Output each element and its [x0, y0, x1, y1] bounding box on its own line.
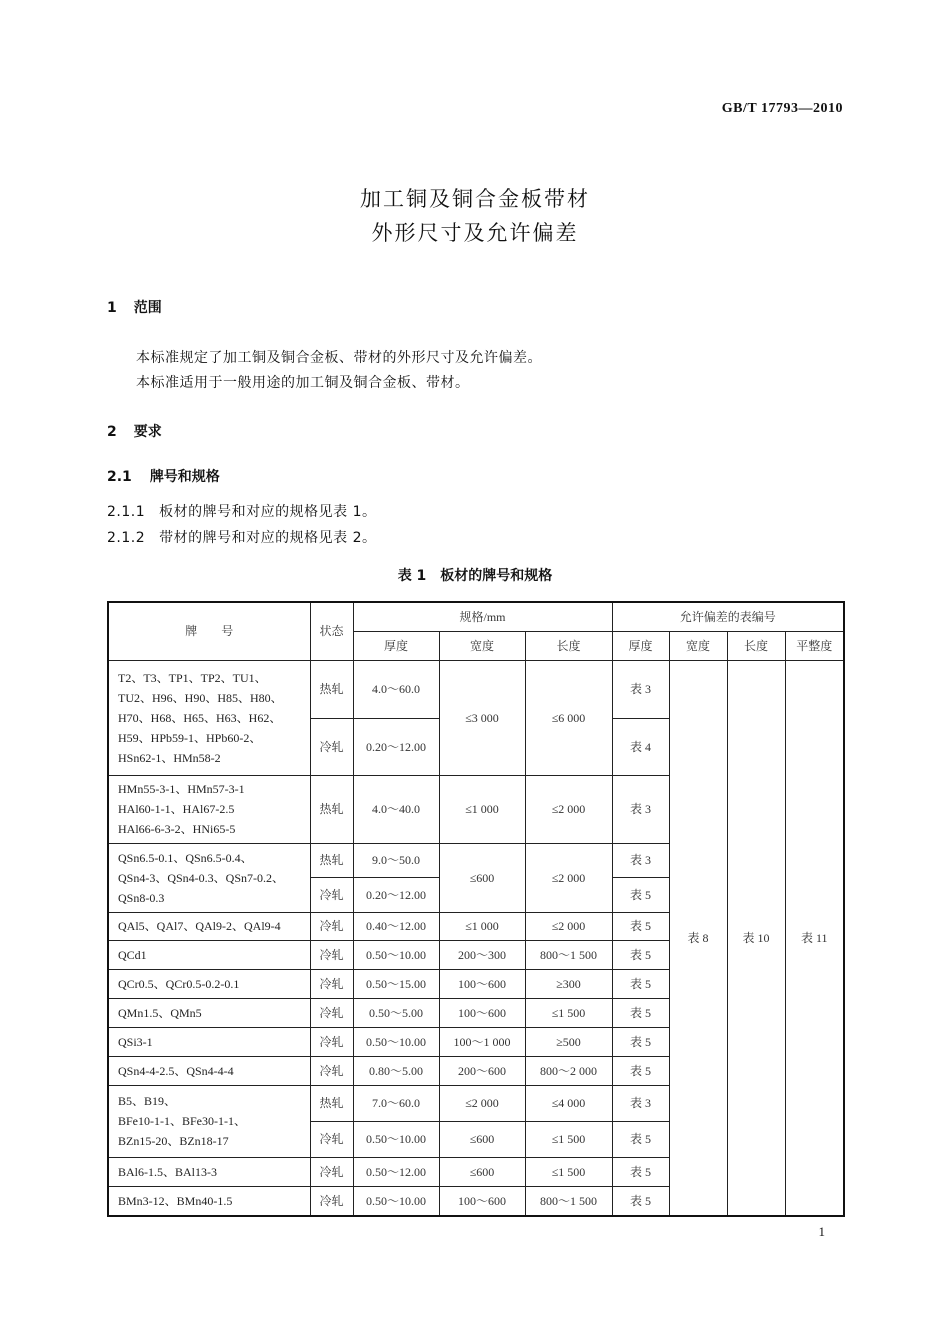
- width-cell: 100～600: [439, 998, 525, 1027]
- state-cell: 冷轧: [310, 969, 353, 998]
- grade-line: HSn62-1、HMn58-2: [118, 750, 221, 765]
- header-tol-length: 长度: [727, 631, 785, 660]
- grade-line: H70、H68、H65、H63、H62、: [118, 710, 282, 725]
- grade-line: QSn8-0.3: [118, 890, 165, 905]
- paragraph: 本标准规定了加工铜及铜合金板、带材的外形尺寸及允许偏差。: [136, 350, 542, 366]
- tol-thickness-cell: 表 5: [612, 1121, 669, 1157]
- length-cell: 800～2 000: [525, 1056, 612, 1085]
- section-2-heading: [107, 421, 162, 441]
- table-row: [108, 660, 844, 718]
- grade-cell: [108, 1085, 310, 1157]
- thickness-cell: 0.40～12.00: [353, 912, 439, 940]
- header-state: 状态: [310, 602, 353, 660]
- section-title: 范围: [133, 300, 162, 316]
- tol-thickness-cell: 表 5: [612, 1157, 669, 1186]
- length-cell: ≤2 000: [525, 843, 612, 912]
- grade-cell: [108, 1186, 310, 1216]
- grade-line: BFe10-1-1、BFe30-1-1、: [118, 1114, 246, 1128]
- header-spec: 规格/mm: [353, 602, 612, 631]
- paragraph: 本标准适用于一般用途的加工铜及铜合金板、带材。: [136, 375, 470, 391]
- tol-flatness-cell: 表 11: [785, 660, 844, 1216]
- grade-cell: [108, 912, 310, 940]
- thickness-cell: 0.20～12.00: [353, 718, 439, 775]
- thickness-cell: 0.50～5.00: [353, 998, 439, 1027]
- thickness-cell: 0.50～12.00: [353, 1157, 439, 1186]
- state-cell: 冷轧: [310, 877, 353, 912]
- grade-line: QSn4-4-2.5、QSn4-4-4: [118, 1063, 234, 1078]
- clause-2-1-2: [107, 527, 376, 547]
- tol-thickness-cell: 表 4: [612, 718, 669, 775]
- thickness-cell: 0.50～10.00: [353, 1027, 439, 1056]
- grade-line: BAl6-1.5、BAl13-3: [118, 1164, 218, 1179]
- thickness-cell: 0.20～12.00: [353, 877, 439, 912]
- state-cell: 冷轧: [310, 912, 353, 940]
- grade-line: T2、T3、TP1、TP2、TU1、: [118, 670, 267, 685]
- grade-line: HAl60-1-1、HAl67-2.5: [118, 802, 235, 816]
- tol-thickness-cell: 表 5: [612, 998, 669, 1027]
- state-cell: 热轧: [310, 843, 353, 877]
- header-length: 长度: [525, 631, 612, 660]
- state-cell: 冷轧: [310, 1027, 353, 1056]
- length-cell: 800～1 500: [525, 1186, 612, 1216]
- length-cell: ≤1 500: [525, 998, 612, 1027]
- header-grade: 牌 号: [108, 602, 310, 660]
- tol-thickness-cell: 表 5: [612, 912, 669, 940]
- section-number: 1: [107, 300, 117, 316]
- grade-cell: [108, 1157, 310, 1186]
- thickness-cell: 7.0～60.0: [353, 1085, 439, 1121]
- width-cell: ≤600: [439, 1121, 525, 1157]
- grade-cell: [108, 1027, 310, 1056]
- state-cell: 冷轧: [310, 998, 353, 1027]
- section-title: 要求: [133, 424, 162, 440]
- width-cell: 100～1 000: [439, 1027, 525, 1056]
- tol-thickness-cell: 表 3: [612, 843, 669, 877]
- width-cell: 200～600: [439, 1056, 525, 1085]
- grade-cell: [108, 1056, 310, 1085]
- clause-number: 2.1.1: [107, 504, 146, 520]
- state-cell: 冷轧: [310, 1157, 353, 1186]
- length-cell: 800～1 500: [525, 940, 612, 969]
- thickness-cell: 0.50～10.00: [353, 940, 439, 969]
- length-cell: ≤4 000: [525, 1085, 612, 1121]
- width-cell: ≤3 000: [439, 660, 525, 775]
- clause-text: 带材的牌号和对应的规格见表 2。: [159, 530, 377, 546]
- grade-line: QSn6.5-0.1、QSn6.5-0.4、: [118, 850, 253, 865]
- state-cell: 冷轧: [310, 718, 353, 775]
- length-cell: ≤2 000: [525, 912, 612, 940]
- clause-text: 板材的牌号和对应的规格见表 1。: [159, 504, 377, 520]
- grade-cell: [108, 843, 310, 912]
- grade-line: HMn55-3-1、HMn57-3-1: [118, 782, 245, 796]
- width-cell: 100～600: [439, 969, 525, 998]
- tol-thickness-cell: 表 3: [612, 775, 669, 843]
- grade-cell: [108, 969, 310, 998]
- state-cell: 冷轧: [310, 940, 353, 969]
- tol-thickness-cell: 表 3: [612, 1085, 669, 1121]
- grade-line: H59、HPb59-1、HPb60-2、: [118, 730, 262, 745]
- width-cell: ≤600: [439, 843, 525, 912]
- length-cell: ≤1 500: [525, 1157, 612, 1186]
- width-cell: 200～300: [439, 940, 525, 969]
- section-2-1-heading: [107, 466, 220, 486]
- thickness-cell: 4.0～40.0: [353, 775, 439, 843]
- grade-line: QAl5、QAl7、QAl9-2、QAl9-4: [118, 919, 281, 933]
- page-number: 1: [818, 1224, 825, 1239]
- state-cell: 热轧: [310, 1085, 353, 1121]
- width-cell: ≤2 000: [439, 1085, 525, 1121]
- section-number: 2.1: [107, 469, 132, 485]
- length-cell: ≥300: [525, 969, 612, 998]
- header-tol-thickness: 厚度: [612, 631, 669, 660]
- section-title: 牌号和规格: [149, 469, 220, 485]
- grade-line: B5、B19、: [118, 1094, 177, 1108]
- grade-line: QCr0.5、QCr0.5-0.2-0.1: [118, 976, 240, 991]
- state-cell: 冷轧: [310, 1056, 353, 1085]
- header-thickness: 厚度: [353, 631, 439, 660]
- width-cell: ≤1 000: [439, 775, 525, 843]
- document-title-line2: 外形尺寸及允许偏差: [371, 221, 579, 245]
- width-cell: 100～600: [439, 1186, 525, 1216]
- grade-spec-table: [107, 601, 845, 1217]
- section-number: 2: [107, 424, 117, 440]
- grade-cell: [108, 775, 310, 843]
- table-body: [108, 660, 844, 1216]
- tol-thickness-cell: 表 5: [612, 1027, 669, 1056]
- grade-line: TU2、H96、H90、H85、H80、: [118, 690, 283, 705]
- grade-line: QSn4-3、QSn4-0.3、QSn7-0.2、: [118, 870, 285, 885]
- tol-thickness-cell: 表 5: [612, 969, 669, 998]
- thickness-cell: 0.50～15.00: [353, 969, 439, 998]
- thickness-cell: 4.0～60.0: [353, 660, 439, 718]
- header-tol-width: 宽度: [669, 631, 727, 660]
- header-tolerance: 允许偏差的表编号: [612, 602, 844, 631]
- length-cell: ≤6 000: [525, 660, 612, 775]
- state-cell: 热轧: [310, 775, 353, 843]
- grade-cell: [108, 940, 310, 969]
- grade-line: BZn15-20、BZn18-17: [118, 1134, 229, 1148]
- tol-thickness-cell: 表 5: [612, 1056, 669, 1085]
- document-title-line1: 加工铜及铜合金板带材: [360, 187, 590, 211]
- thickness-cell: 0.80～5.00: [353, 1056, 439, 1085]
- tol-thickness-cell: 表 3: [612, 660, 669, 718]
- width-cell: ≤1 000: [439, 912, 525, 940]
- state-cell: 冷轧: [310, 1186, 353, 1216]
- header-tol-flatness: 平整度: [785, 631, 844, 660]
- tol-length-cell: 表 10: [727, 660, 785, 1216]
- standard-number: GB/T 17793—2010: [721, 101, 843, 116]
- grade-line: QCd1: [118, 947, 147, 962]
- grade-cell: [108, 998, 310, 1027]
- clause-number: 2.1.2: [107, 530, 146, 546]
- state-cell: 冷轧: [310, 1121, 353, 1157]
- grade-cell: [108, 660, 310, 775]
- length-cell: ≤1 500: [525, 1121, 612, 1157]
- thickness-cell: 9.0～50.0: [353, 843, 439, 877]
- table-caption: 表 1 板材的牌号和规格: [397, 568, 553, 584]
- grade-line: BMn3-12、BMn40-1.5: [118, 1193, 233, 1208]
- tol-width-cell: 表 8: [669, 660, 727, 1216]
- grade-line: HAl66-6-3-2、HNi65-5: [118, 822, 236, 836]
- tol-thickness-cell: 表 5: [612, 1186, 669, 1216]
- width-cell: ≤600: [439, 1157, 525, 1186]
- header-width: 宽度: [439, 631, 525, 660]
- length-cell: ≤2 000: [525, 775, 612, 843]
- section-1-heading: [107, 297, 162, 317]
- grade-line: QMn1.5、QMn5: [118, 1005, 202, 1020]
- clause-2-1-1: [107, 501, 376, 521]
- thickness-cell: 0.50～10.00: [353, 1121, 439, 1157]
- thickness-cell: 0.50～10.00: [353, 1186, 439, 1216]
- tol-thickness-cell: 表 5: [612, 877, 669, 912]
- state-cell: 热轧: [310, 660, 353, 718]
- grade-line: QSi3-1: [118, 1034, 153, 1049]
- length-cell: ≥500: [525, 1027, 612, 1056]
- tol-thickness-cell: 表 5: [612, 940, 669, 969]
